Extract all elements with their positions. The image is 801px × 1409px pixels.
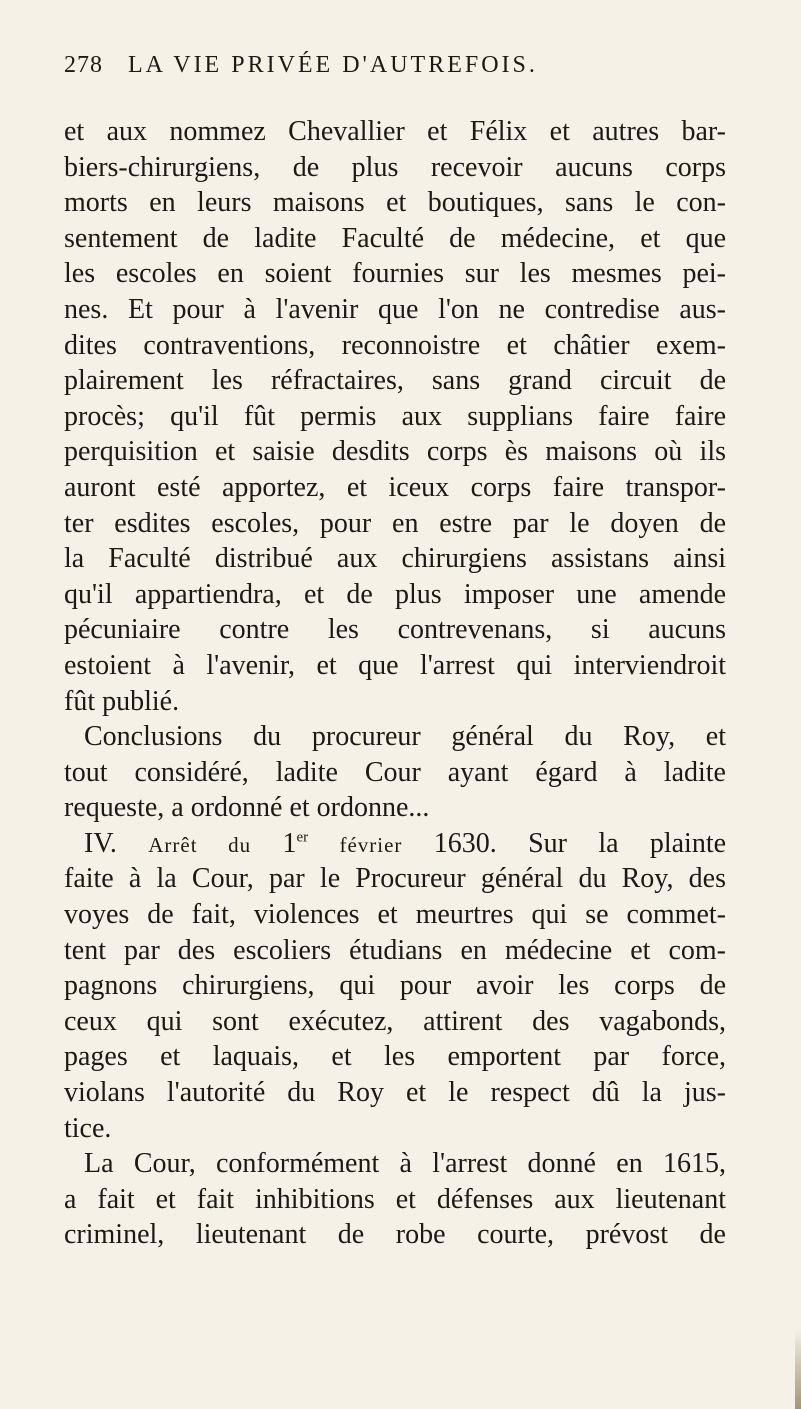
text-line: criminel, lieutenant de robe courte, prévost de [64, 1219, 726, 1251]
text-line: dites contraventions, reconnoistre et châtier exem- [64, 329, 726, 361]
running-title: LA VIE PRIVÉE D'AUTREFOIS. [128, 52, 538, 78]
text-line: voyes de fait, violences et meurtres qui se commet- [64, 899, 726, 931]
text-line: pécuniaire contre les contrevenans, si aucuns [64, 614, 726, 646]
text-line: qu'il appartiendra, et de plus imposer une amende [64, 578, 726, 610]
text-line: la Faculté distribué aux chirurgiens assistans ainsi [64, 543, 726, 575]
section-numeral: IV. [84, 827, 117, 859]
text-line: biers-chirurgiens, de plus recevoir aucuns corps [64, 151, 726, 183]
text-line: Conclusions du procureur général du Roy, et [84, 721, 726, 753]
text-line: tent par des escoliers étudians en médecine et com- [64, 934, 726, 966]
section-day-suffix: er [296, 829, 309, 846]
text-line: perquisition et saisie desdits corps ès maisons où ils [64, 436, 726, 468]
text-line: violans l'autorité du Roy et le respect dû la jus- [64, 1077, 726, 1109]
text-line: nes. Et pour à l'avenir que l'on ne contredise aus- [64, 293, 726, 325]
text-line: ceux qui sont exécutez, attirent des vagabonds, [64, 1005, 726, 1037]
text-line: faite à la Cour, par le Procureur général du Roy, des [64, 863, 726, 895]
text-line: pages et laquais, et les emportent par force, [64, 1041, 726, 1073]
text-line: pagnons chirurgiens, qui pour avoir les corps de [64, 970, 726, 1002]
section-first-line-rest: Sur la plainte [528, 827, 726, 859]
section-year: 1630. [433, 827, 497, 859]
text-line: ter esdites escoles, pour en estre par le doyen de [64, 507, 726, 539]
text-line: tice. [64, 1112, 112, 1144]
text-line: fût publié. [64, 685, 180, 717]
text-line: a fait et fait inhibitions et défenses aux lieutenant [64, 1183, 726, 1215]
text-line: tout considéré, ladite Cour ayant égard à ladite [64, 756, 726, 788]
section-month: février [339, 832, 403, 857]
text-line: La Cour, conformément à l'arrest donné en 1615, [84, 1148, 726, 1180]
text-line: requeste, a ordonné et ordonne... [64, 792, 430, 824]
section-day: 1 [282, 827, 297, 859]
text-line: sentement de ladite Faculté de médecine, et que [64, 222, 726, 254]
page-edge-shadow [795, 1329, 801, 1409]
text-line: et aux nommez Chevallier et Félix et autres bar- [64, 116, 726, 147]
section-heading-line [64, 826, 726, 862]
text-line: auront esté apportez, et iceux corps faire transpor- [64, 471, 726, 503]
section-arret-label: Arrêt du [148, 832, 252, 857]
running-head [64, 52, 654, 86]
text-line: procès; qu'il fût permis aux supplians faire faire [64, 400, 726, 432]
text-line: estoient à l'avenir, et que l'arrest qui interviendroit [64, 649, 726, 681]
text-line: les escoles en soient fournies sur les mesmes pei- [64, 258, 726, 290]
page-number: 278 [64, 52, 103, 78]
text-line: plairement les réfractaires, sans grand circuit de [64, 365, 726, 397]
body-text [64, 114, 726, 1253]
text-line: morts en leurs maisons et boutiques, sans le con- [64, 187, 726, 219]
